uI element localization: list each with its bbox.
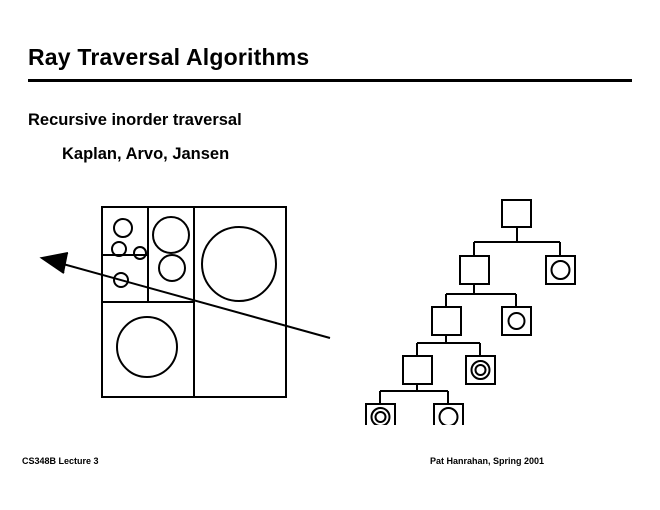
title-divider [28, 79, 632, 82]
bsp-tree-diagram [350, 195, 640, 425]
page-title: Ray Traversal Algorithms [28, 44, 310, 70]
footer-left: CS348B Lecture 3 [22, 456, 99, 466]
subdivision-svg [30, 195, 350, 415]
tree-svg [350, 195, 640, 425]
bullet-level-2: Kaplan, Arvo, Jansen [62, 145, 230, 163]
spatial-subdivision-diagram [30, 195, 350, 415]
footer-right: Pat Hanrahan, Spring 2001 [430, 456, 545, 466]
bullet-level-1: Recursive inorder traversal [28, 111, 242, 129]
